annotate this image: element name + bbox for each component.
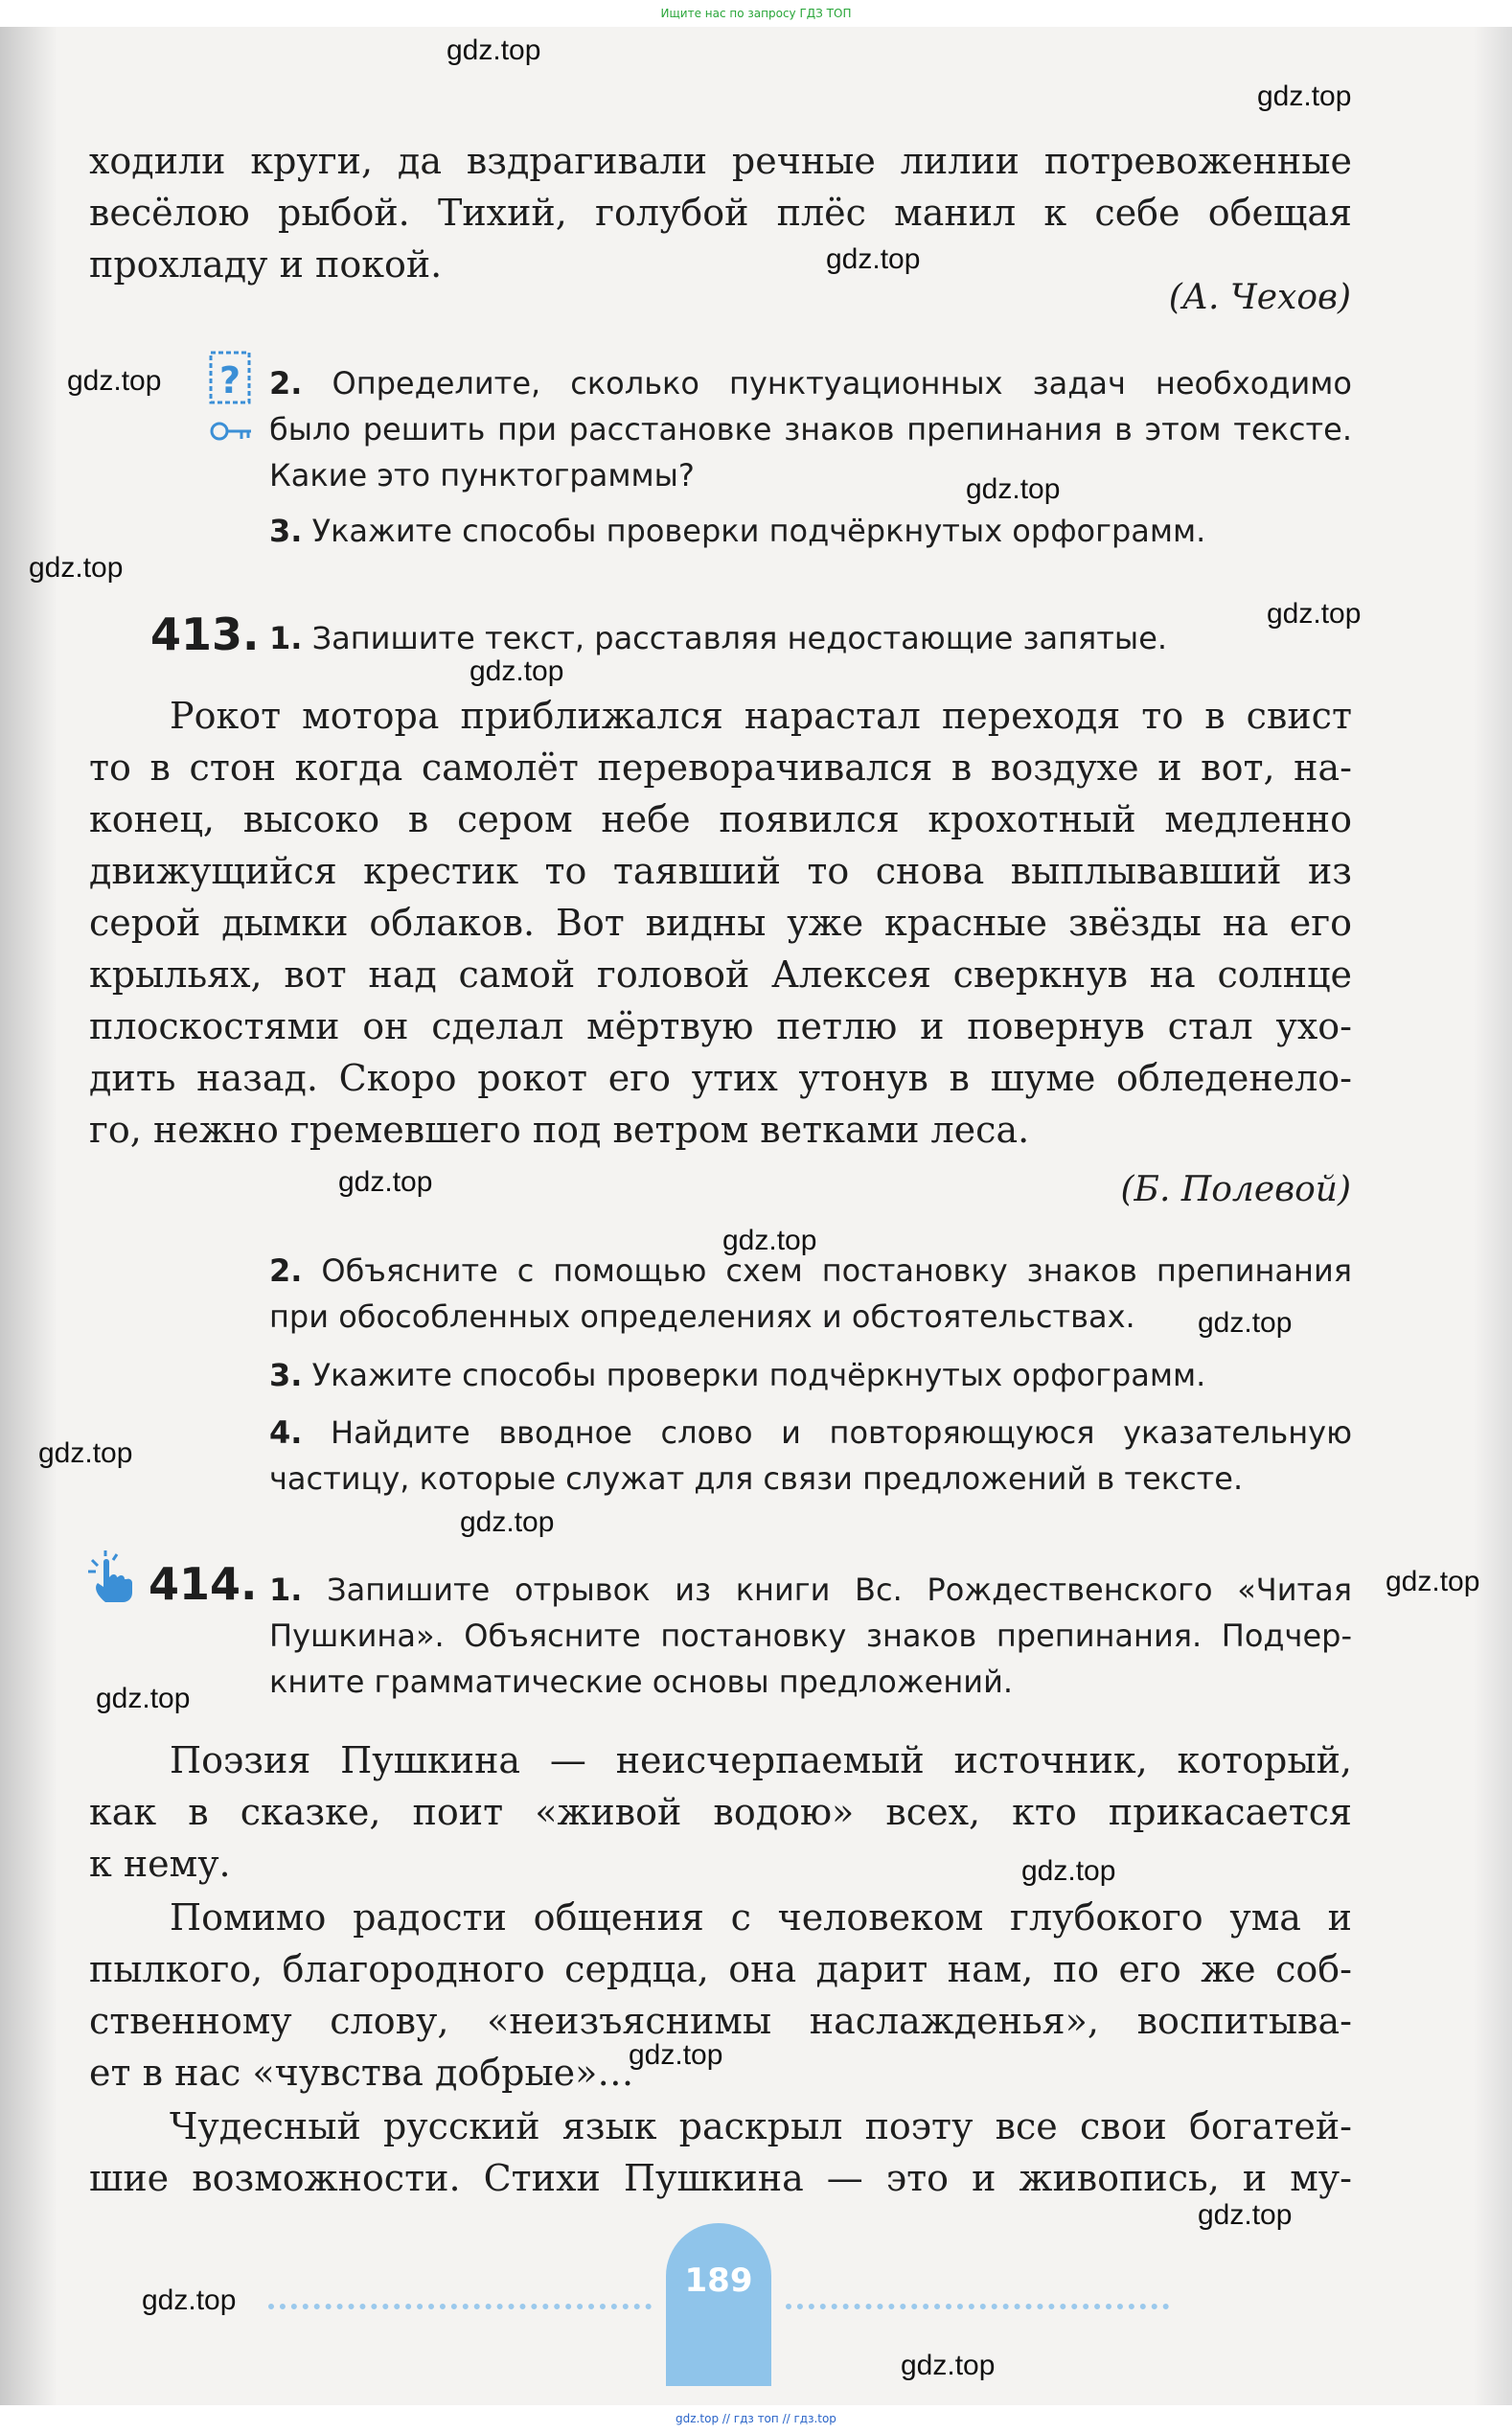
watermark: gdz.top	[38, 1437, 133, 1469]
text-line: крыльях, вот над самой головой Алексея сверкнув на солнце	[89, 953, 1352, 996]
exercise-number: 414.	[149, 1558, 258, 1610]
page-edge-shadow	[1474, 0, 1512, 2433]
bottom-banner[interactable]: gdz.top // гдз топ // гдз.top	[0, 2405, 1512, 2433]
text-author: (Б. Полевой)	[1120, 1170, 1351, 1209]
task-line: 2. Объясните с помощью схем постановку знаков препинания	[269, 1252, 1352, 1289]
page-number-tab	[666, 2223, 771, 2386]
text-line: шие возможности. Стихи Пушкина — это и живопись, и му-	[89, 2157, 1352, 2199]
page-number: 189	[684, 2261, 753, 2300]
text-line: движущийся крестик то таявший то снова выплывавший из	[89, 850, 1352, 892]
task-line: Пушкина». Объясните постановку знаков препинания. Подчер-	[269, 1618, 1352, 1654]
text-line: серой дымки облаков. Вот видны уже красные звёзды на его	[89, 902, 1352, 944]
task-line: 2. Определите, сколько пунктуационных задач необходимо	[269, 365, 1352, 402]
text-line: пылкого, благородного сердца, она дарит нам, по его же соб-	[89, 1948, 1352, 1990]
task-line: частицу, которые служат для связи предложений в тексте.	[269, 1460, 1244, 1497]
text-line: Рокот мотора приближался нарастал переходя то в свист	[170, 695, 1352, 737]
task-line: 3. Укажите способы проверки подчёркнутых орфограмм.	[269, 513, 1206, 549]
watermark: gdz.top	[629, 2039, 723, 2071]
task-line: кните грамматические основы предложений.	[269, 1664, 1014, 1700]
task-line: 4. Найдите вводное слово и повторяющуюся указательную	[269, 1414, 1352, 1451]
text-line: Чудесный русский язык раскрыл поэту все свои богатей-	[170, 2105, 1352, 2147]
watermark: gdz.top	[1198, 1307, 1293, 1339]
task-line: 1. Запишите отрывок из книги Вс. Рождественского «Читая	[269, 1572, 1352, 1608]
intro-line: весёлою рыбой. Тихий, голубой плёс манил к себе обещая	[89, 192, 1352, 234]
watermark: gdz.top	[67, 365, 162, 397]
intro-author: (А. Чехов)	[1168, 278, 1351, 317]
text-line: дить назад. Скоро рокот его утих утонув в шуме обледенело-	[89, 1057, 1352, 1099]
watermark: gdz.top	[1267, 598, 1362, 630]
top-banner[interactable]: Ищите нас по запросу ГДЗ ТОП	[0, 0, 1512, 27]
text-line: то в стон когда самолёт переворачивался в воздухе и вот, на-	[89, 746, 1352, 789]
text-line: Поэзия Пушкина — неисчерпаемый источник, который,	[170, 1739, 1352, 1781]
text-line: Помимо радости общения с человеком глубокого ума и	[170, 1896, 1352, 1939]
question-key-icon	[209, 351, 253, 450]
watermark: gdz.top	[460, 1506, 555, 1538]
watermark: gdz.top	[1021, 1855, 1116, 1887]
footer-dots-left	[268, 2304, 652, 2309]
watermark: gdz.top	[966, 473, 1061, 505]
task-line: 1. Запишите текст, расставляя недостающие запятые.	[269, 620, 1168, 656]
watermark: gdz.top	[447, 34, 541, 66]
watermark: gdz.top	[470, 655, 564, 687]
text-line: ственному слову, «неизъяснимы наслажденья», воспитыва-	[89, 2000, 1352, 2042]
svg-text:?: ?	[218, 359, 241, 402]
watermark: gdz.top	[96, 1683, 191, 1714]
text-line: к нему.	[89, 1843, 231, 1885]
task-line: Какие это пунктограммы?	[269, 457, 695, 493]
text-line: конец, высоко в сером небе появился крохотный медленно	[89, 798, 1352, 840]
task-line: при обособленных определениях и обстоятельствах.	[269, 1298, 1135, 1335]
watermark: gdz.top	[142, 2284, 237, 2316]
intro-line: ходили круги, да вздрагивали речные лилии потревоженные	[89, 140, 1352, 182]
text-line: как в сказке, поит «живой водою» всех, кто прикасается	[89, 1791, 1352, 1833]
task-line: 3. Укажите способы проверки подчёркнутых орфограмм.	[269, 1357, 1206, 1393]
watermark: gdz.top	[722, 1225, 817, 1256]
watermark: gdz.top	[29, 552, 124, 584]
text-line: ет в нас «чувства добрые»…	[89, 2052, 634, 2094]
watermark: gdz.top	[338, 1166, 433, 1198]
text-line: го, нежно гремевшего под ветром ветками леса.	[89, 1109, 1030, 1151]
task-line: было решить при расстановке знаков препинания в этом тексте.	[269, 411, 1352, 448]
watermark: gdz.top	[1386, 1566, 1480, 1597]
page-binding-shadow	[0, 0, 57, 2433]
footer-dots-right	[786, 2304, 1169, 2309]
watermark: gdz.top	[1257, 80, 1352, 112]
text-line: плоскостями он сделал мёртвую петлю и повернув стал ухо-	[89, 1005, 1352, 1047]
exercise-number: 413.	[150, 608, 260, 660]
intro-line: прохладу и покой.	[89, 243, 443, 286]
watermark: gdz.top	[1198, 2199, 1293, 2231]
watermark: gdz.top	[826, 243, 921, 275]
hand-pointer-icon	[84, 1550, 140, 1610]
watermark: gdz.top	[901, 2350, 996, 2381]
